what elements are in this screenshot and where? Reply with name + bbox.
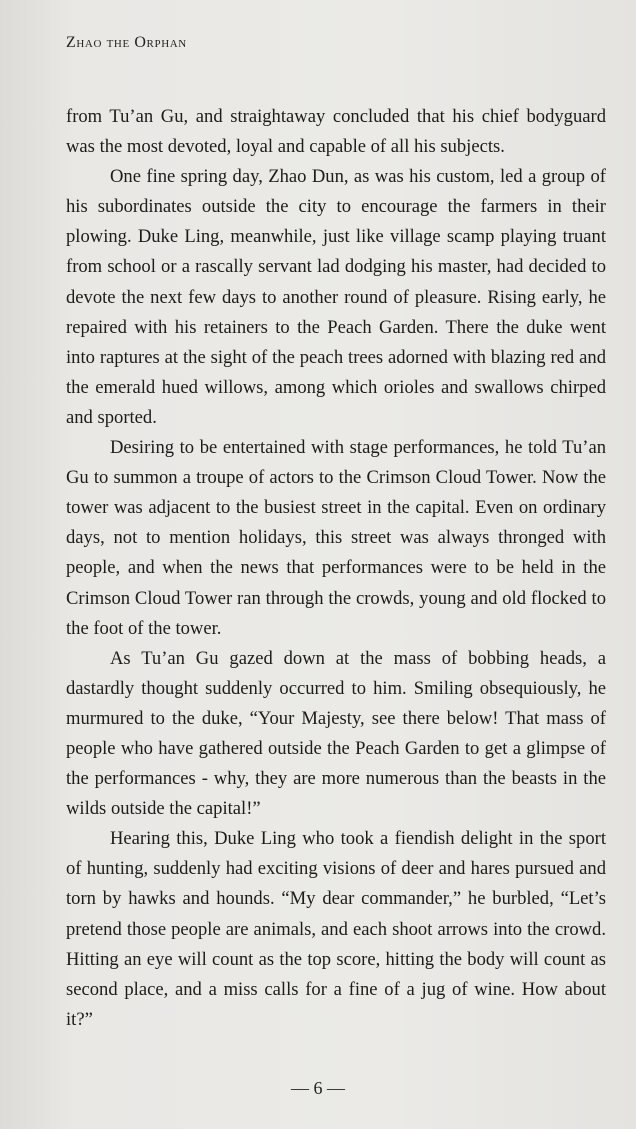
- paragraph-4: As Tu’an Gu gazed down at the mass of bobbing heads, a dastardly thought suddenly occurred to him. Smiling obsequiously, he murmured to the duke, “Your Majesty, see there below! That mass of people who have gathered outside the Peach Garden to get a glimpse of the performances - why, they are more numerous than the beasts in the wilds outside the capital!”: [66, 647, 606, 820]
- page-number: — 6 —: [291, 1078, 345, 1098]
- paragraph-1: from Tu’an Gu, and straightaway concluded that his chief bodyguard was the most devoted, loyal and capable of all his subjects.: [66, 106, 606, 158]
- paragraph-5: Hearing this, Duke Ling who took a fiendish delight in the sport of hunting, suddenly had exciting visions of deer and hares pursued and torn by hawks and hounds. “My dear commander,” he burbled, “Let’s pretend those people are animals, and each shoot arrows into the crowd. Hitting an eye will count as the top score, hitting the body will count as second place, and a miss calls for a fine of a jug of wine. How about it?”: [66, 828, 606, 1030]
- paragraph-3: Desiring to be entertained with stage performances, he told Tu’an Gu to summon a troupe of actors to the Crimson Cloud Tower. Now the tower was adjacent to the busiest street in the capital. Even on ordinary days, not to mention holidays, this street was always thronged with people, and when the news that performances were to be held in the Crimson Cloud Tower ran through the crowds, young and old flocked to the foot of the tower.: [66, 437, 606, 639]
- body-text: [66, 102, 606, 1035]
- paragraph-2: One fine spring day, Zhao Dun, as was his custom, led a group of his subordinates outside the city to encourage the farmers in their plowing. Duke Ling, meanwhile, just like village scamp playing truant from school or a rascally servant lad dodging his master, had decided to devote the next few days to another round of pleasure. Rising early, he repaired with his retainers to the Peach Garden. There the duke went into raptures at the sight of the peach trees adorned with blazing red and the emerald hued willows, among which orioles and swallows chirped and sported.: [66, 166, 606, 428]
- running-head: Zhao the Orphan: [66, 34, 187, 51]
